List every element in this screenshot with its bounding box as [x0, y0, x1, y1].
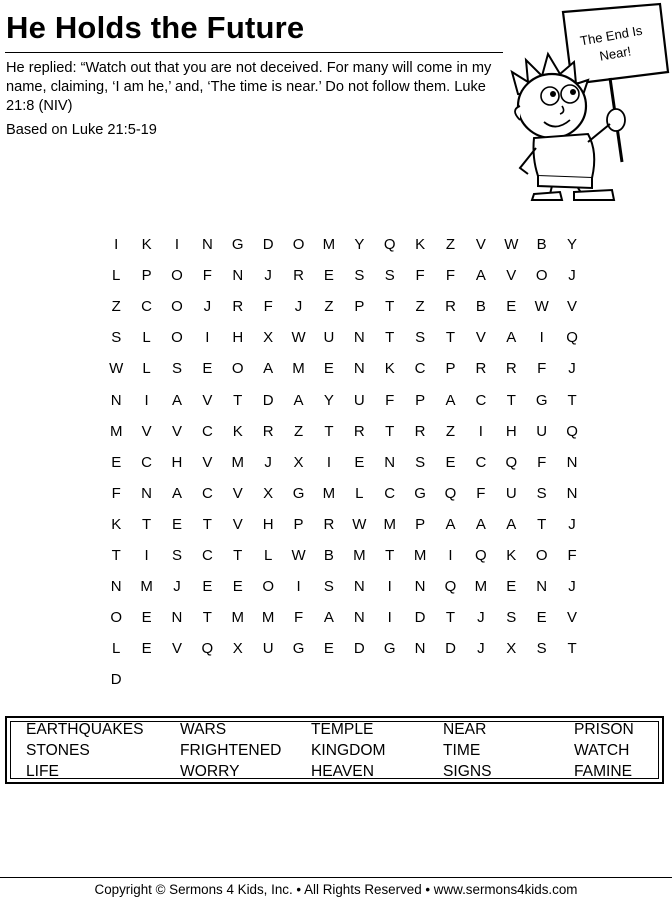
grid-letter[interactable]: K	[506, 546, 517, 564]
grid-letter[interactable]: N	[353, 578, 365, 596]
grid-letter[interactable]: N	[384, 453, 396, 471]
grid-letter[interactable]: P	[293, 515, 304, 533]
grid-letter[interactable]: Y	[354, 236, 365, 254]
grid-letter[interactable]: I	[144, 546, 149, 564]
grid-letter[interactable]: J	[264, 453, 272, 471]
grid-letter[interactable]: T	[142, 515, 152, 533]
grid-letter[interactable]: C	[141, 453, 152, 471]
grid-letter[interactable]: N	[141, 484, 152, 502]
grid-letter[interactable]: K	[415, 236, 426, 254]
grid-letter[interactable]: S	[171, 360, 182, 378]
word-list-item: HEAVEN	[311, 763, 374, 780]
grid-letter[interactable]: N	[201, 236, 213, 254]
word-list-item: WARS	[180, 721, 227, 738]
grid-letter[interactable]: E	[202, 360, 213, 378]
grid-letter[interactable]: M	[383, 515, 396, 533]
grid-letter[interactable]: M	[322, 484, 336, 502]
grid-letter[interactable]: M	[261, 609, 275, 627]
grid-letter[interactable]: X	[293, 453, 304, 471]
word-list-item: TIME	[443, 742, 481, 759]
grid-letter[interactable]: M	[109, 422, 123, 440]
grid-letter[interactable]: E	[445, 453, 456, 471]
grid-letter[interactable]: V	[475, 329, 486, 347]
grid-letter[interactable]: Z	[293, 422, 304, 440]
scripture-verse: He replied: “Watch out that you are not deceived. For many will come in my name, claiming, ‘I am he,’ and, ‘The time is near.’ Do not follow them. Luke 21:8 (NIV)	[6, 60, 492, 114]
grid-letter[interactable]: L	[355, 484, 364, 502]
grid-letter[interactable]: D	[414, 609, 426, 627]
grid-letter[interactable]: V	[171, 422, 182, 440]
grid-letter[interactable]: V	[171, 640, 182, 658]
grid-letter[interactable]: G	[231, 236, 244, 254]
grid-letter[interactable]: C	[201, 484, 213, 502]
grid-letter[interactable]: K	[111, 515, 122, 533]
grid-letter[interactable]: T	[233, 391, 243, 409]
grid-letter[interactable]: I	[296, 578, 301, 596]
boy-head	[518, 74, 586, 138]
grid-letter[interactable]: S	[536, 640, 547, 658]
grid-letter[interactable]: J	[173, 578, 181, 596]
grid-letter[interactable]: E	[506, 298, 517, 316]
grid-letter[interactable]: P	[354, 298, 365, 316]
grid-letter[interactable]: P	[415, 391, 426, 409]
grid-letter[interactable]: U	[262, 640, 274, 658]
grid-letter[interactable]: R	[323, 515, 335, 533]
grid-letter[interactable]: C	[201, 422, 213, 440]
grid-letter[interactable]: V	[202, 391, 213, 409]
grid-letter[interactable]: S	[323, 578, 334, 596]
grid-letter[interactable]: B	[475, 298, 486, 316]
page-title: He Holds the Future	[6, 10, 305, 45]
grid-letter[interactable]: M	[322, 236, 336, 254]
grid-letter[interactable]: U	[536, 422, 548, 440]
grid-letter[interactable]: F	[445, 267, 456, 285]
grid-letter[interactable]: E	[141, 609, 152, 627]
grid-letter[interactable]: U	[505, 484, 517, 502]
grid-letter[interactable]: T	[385, 329, 395, 347]
grid-letter[interactable]: G	[414, 484, 426, 502]
grid-letter[interactable]: S	[171, 546, 182, 564]
grid-letter[interactable]: U	[353, 391, 365, 409]
grid-letter[interactable]: N	[171, 609, 183, 627]
grid-letter[interactable]: F	[111, 484, 121, 502]
grid-letter[interactable]: W	[109, 360, 124, 378]
grid-letter[interactable]: M	[292, 360, 305, 378]
grid-letter[interactable]: N	[110, 391, 122, 409]
word-list-item: KINGDOM	[311, 742, 386, 759]
grid-letter[interactable]: S	[111, 329, 122, 347]
grid-letter[interactable]: J	[294, 298, 303, 316]
word-list-item: WATCH	[574, 742, 630, 759]
word-list-box	[5, 716, 664, 784]
grid-letter[interactable]: O	[535, 267, 548, 285]
grid-letter[interactable]: X	[263, 484, 274, 502]
grid-letter[interactable]: I	[205, 329, 210, 347]
grid-letter[interactable]: N	[353, 360, 365, 378]
grid-letter[interactable]: T	[202, 609, 212, 627]
grid-letter[interactable]: A	[506, 329, 517, 347]
grid-letter[interactable]: N	[536, 578, 548, 596]
grid-letter[interactable]: L	[263, 546, 273, 564]
word-list-item: TEMPLE	[311, 721, 374, 738]
grid-letter[interactable]: G	[292, 484, 305, 502]
word-list-item: FRIGHTENED	[180, 742, 282, 759]
grid-letter[interactable]: T	[202, 515, 212, 533]
copyright-footer: Copyright © Sermons 4 Kids, Inc. • All Rights Reserved • www.sermons4kids.com	[94, 882, 578, 897]
grid-letter[interactable]: F	[567, 546, 577, 564]
grid-letter[interactable]: T	[445, 329, 456, 347]
grid-letter[interactable]: Q	[201, 640, 214, 658]
grid-letter[interactable]: F	[537, 360, 547, 378]
grid-letter[interactable]: J	[568, 515, 576, 533]
grid-letter[interactable]: C	[414, 360, 426, 378]
grid-letter[interactable]: F	[385, 391, 395, 409]
grid-letter[interactable]: Z	[445, 236, 456, 254]
grid-letter[interactable]: I	[174, 236, 180, 254]
grid-letter[interactable]: N	[414, 578, 426, 596]
grid-letter[interactable]: Q	[475, 546, 487, 564]
grid-letter[interactable]: K	[232, 422, 243, 440]
word-search-grid	[101, 229, 587, 695]
grid-letter[interactable]: M	[353, 546, 366, 564]
grid-letter[interactable]: E	[323, 267, 334, 285]
grid-letter[interactable]: N	[414, 640, 426, 658]
grid-letter[interactable]: E	[171, 515, 182, 533]
grid-letter[interactable]: Q	[566, 329, 578, 347]
word-list-item: NEAR	[443, 721, 487, 738]
grid-letter[interactable]: I	[326, 453, 332, 471]
grid-letter[interactable]: I	[539, 329, 544, 347]
grid-letter[interactable]: N	[232, 267, 244, 285]
grid-letter[interactable]: L	[112, 267, 121, 285]
grid-letter[interactable]: Q	[566, 422, 578, 440]
grid-letter[interactable]: R	[475, 360, 487, 378]
grid-letter[interactable]: W	[291, 546, 306, 564]
grid-letter[interactable]: H	[171, 453, 183, 471]
grid-letter[interactable]: J	[477, 640, 485, 658]
word-list-item: PRISON	[574, 721, 634, 738]
grid-letter[interactable]: Q	[505, 453, 518, 471]
grid-letter[interactable]: W	[504, 236, 519, 254]
sign-board	[563, 4, 668, 84]
grid-letter[interactable]: A	[475, 267, 486, 285]
grid-letter[interactable]: N	[110, 578, 122, 596]
grid-letter[interactable]: T	[506, 391, 516, 409]
grid-letter[interactable]: R	[505, 360, 517, 378]
grid-letter[interactable]: R	[262, 422, 274, 440]
sign-text-line-2: Near!	[598, 43, 633, 64]
grid-letter[interactable]: Y	[567, 236, 578, 254]
grid-letter[interactable]: R	[445, 298, 456, 316]
grid-letter[interactable]: J	[568, 360, 576, 378]
word-list-item: LIFE	[26, 763, 59, 780]
grid-letter[interactable]: I	[144, 391, 149, 409]
grid-letter[interactable]: M	[231, 609, 244, 627]
grid-letter[interactable]: C	[141, 298, 152, 316]
word-list-item: WORRY	[180, 763, 240, 780]
grid-letter[interactable]: J	[264, 267, 272, 285]
grid-letter[interactable]: O	[171, 267, 183, 285]
grid-letter[interactable]: A	[171, 391, 182, 409]
word-list-item: SIGNS	[443, 763, 492, 780]
grid-letter[interactable]: G	[535, 391, 548, 409]
grid-letter[interactable]: V	[232, 484, 243, 502]
grid-letter[interactable]: I	[387, 609, 392, 627]
grid-letter[interactable]: Q	[444, 484, 457, 502]
grid-letter[interactable]: V	[506, 267, 517, 285]
grid-letter[interactable]: Z	[415, 298, 425, 316]
grid-letter[interactable]: E	[232, 578, 243, 596]
grid-letter[interactable]: B	[536, 236, 547, 254]
scripture-reference: Based on Luke 21:5-19	[6, 122, 157, 138]
grid-letter[interactable]: F	[476, 484, 486, 502]
grid-letter[interactable]: L	[142, 329, 151, 347]
grid-letter[interactable]: Y	[323, 391, 334, 409]
grid-letter[interactable]: M	[231, 453, 244, 471]
title-divider	[5, 52, 503, 53]
grid-letter[interactable]: O	[262, 578, 274, 596]
grid-letter[interactable]: K	[141, 236, 152, 254]
grid-letter[interactable]: F	[293, 609, 304, 627]
grid-letter[interactable]: E	[323, 640, 334, 658]
grid-letter[interactable]: V	[232, 515, 243, 533]
grid-letter[interactable]: B	[323, 546, 334, 564]
grid-letter[interactable]: P	[445, 360, 456, 378]
grid-letter[interactable]: P	[415, 515, 426, 533]
grid-letter[interactable]: V	[141, 422, 152, 440]
grid-letter[interactable]: O	[171, 329, 183, 347]
grid-letter[interactable]: T	[537, 515, 547, 533]
grid-letter[interactable]: M	[474, 578, 488, 596]
grid-letter[interactable]: J	[568, 578, 576, 596]
grid-letter[interactable]: Q	[383, 236, 396, 254]
grid-letter[interactable]: D	[353, 640, 365, 658]
grid-letter[interactable]: O	[110, 609, 123, 627]
grid-letter[interactable]: M	[140, 578, 153, 596]
grid-letter[interactable]: N	[353, 329, 365, 347]
grid-letter[interactable]: L	[142, 360, 151, 378]
grid-letter[interactable]: W	[534, 298, 549, 316]
grid-letter[interactable]: E	[536, 609, 547, 627]
grid-letter[interactable]: A	[506, 515, 517, 533]
grid-letter[interactable]: L	[112, 640, 121, 658]
grid-letter[interactable]: C	[201, 546, 213, 564]
grid-letter[interactable]: T	[445, 609, 456, 627]
grid-letter[interactable]: U	[323, 329, 335, 347]
grid-letter[interactable]: S	[354, 267, 365, 285]
grid-letter[interactable]: J	[568, 267, 576, 285]
grid-letter[interactable]: I	[448, 546, 453, 564]
grid-letter[interactable]: X	[232, 640, 243, 658]
grid-letter[interactable]: R	[293, 267, 304, 285]
grid-letter[interactable]: T	[111, 546, 121, 564]
grid-letter[interactable]: Q	[444, 578, 457, 596]
grid-letter[interactable]: F	[537, 453, 547, 471]
grid-letter[interactable]: E	[202, 578, 213, 596]
grid-letter[interactable]: O	[231, 360, 244, 378]
grid-letter[interactable]: E	[323, 360, 334, 378]
grid-letter[interactable]: S	[415, 329, 426, 347]
grid-letter[interactable]: I	[114, 236, 119, 254]
grid-letter[interactable]: D	[110, 671, 122, 689]
grid-letter[interactable]: H	[232, 329, 244, 347]
grid-letter[interactable]: V	[202, 453, 213, 471]
grid-letter[interactable]: T	[567, 391, 577, 409]
grid-letter[interactable]: Z	[445, 422, 456, 440]
grid-letter[interactable]: M	[413, 546, 427, 564]
grid-letter[interactable]: D	[262, 391, 274, 409]
grid-letter[interactable]: H	[262, 515, 274, 533]
grid-letter[interactable]: R	[414, 422, 426, 440]
sign-text-line-1: The End Is	[578, 22, 644, 49]
grid-letter[interactable]: H	[505, 422, 517, 440]
grid-letter[interactable]: T	[385, 546, 395, 564]
grid-letter[interactable]: W	[291, 329, 306, 347]
word-list-item: EARTHQUAKES	[26, 721, 144, 738]
footer-divider	[0, 877, 672, 878]
grid-letter[interactable]: I	[387, 578, 392, 596]
grid-letter[interactable]: A	[171, 484, 182, 502]
grid-letter[interactable]: J	[477, 609, 485, 627]
grid-letter[interactable]: S	[536, 484, 547, 502]
grid-letter[interactable]: A	[445, 391, 456, 409]
grid-letter[interactable]: C	[475, 391, 487, 409]
grid-letter[interactable]: D	[262, 236, 274, 254]
grid-letter[interactable]: G	[292, 640, 305, 658]
boy-with-sign-illustration	[508, 2, 670, 202]
grid-letter[interactable]: T	[385, 298, 395, 316]
grid-letter[interactable]: V	[567, 609, 578, 627]
grid-letter[interactable]: Z	[324, 298, 334, 316]
grid-letter[interactable]: R	[353, 422, 365, 440]
grid-letter[interactable]: C	[384, 484, 396, 502]
word-list-item: STONES	[26, 742, 90, 759]
grid-letter[interactable]: V	[475, 236, 486, 254]
grid-letter[interactable]: A	[323, 609, 334, 627]
grid-letter[interactable]: O	[292, 236, 305, 254]
grid-letter[interactable]: T	[324, 422, 334, 440]
grid-letter[interactable]: Z	[111, 298, 121, 316]
grid-letter[interactable]: E	[354, 453, 365, 471]
grid-letter[interactable]: A	[445, 515, 456, 533]
grid-letter[interactable]: E	[111, 453, 122, 471]
grid-letter[interactable]: X	[263, 329, 274, 347]
grid-letter[interactable]: S	[384, 267, 395, 285]
grid-letter[interactable]: T	[385, 422, 395, 440]
grid-letter[interactable]: E	[141, 640, 152, 658]
grid-letter[interactable]: X	[506, 640, 517, 658]
word-list-item: FAMINE	[574, 763, 633, 780]
grid-letter[interactable]: K	[384, 360, 395, 378]
grid-letter[interactable]: W	[352, 515, 367, 533]
grid-letter[interactable]: V	[567, 298, 578, 316]
grid-letter[interactable]: N	[566, 453, 578, 471]
grid-letter[interactable]: I	[478, 422, 483, 440]
grid-letter[interactable]: O	[171, 298, 183, 316]
grid-letter[interactable]: S	[506, 609, 517, 627]
grid-letter[interactable]: T	[567, 640, 577, 658]
grid-letter[interactable]: P	[141, 267, 152, 285]
grid-letter[interactable]: A	[263, 360, 274, 378]
grid-letter[interactable]: A	[293, 391, 304, 409]
grid-letter[interactable]: J	[203, 298, 212, 316]
grid-letter[interactable]: R	[232, 298, 244, 316]
grid-letter[interactable]: A	[475, 515, 486, 533]
grid-letter[interactable]: E	[506, 578, 517, 596]
grid-letter[interactable]: F	[415, 267, 425, 285]
grid-letter[interactable]: F	[263, 298, 273, 316]
grid-letter[interactable]: C	[475, 453, 487, 471]
grid-letter[interactable]: T	[233, 546, 243, 564]
grid-letter[interactable]: F	[202, 267, 212, 285]
grid-letter[interactable]: G	[383, 640, 396, 658]
grid-letter[interactable]: S	[415, 453, 426, 471]
grid-letter[interactable]: O	[535, 546, 548, 564]
grid-letter[interactable]: N	[353, 609, 365, 627]
grid-letter[interactable]: D	[445, 640, 456, 658]
grid-letter[interactable]: N	[566, 484, 578, 502]
